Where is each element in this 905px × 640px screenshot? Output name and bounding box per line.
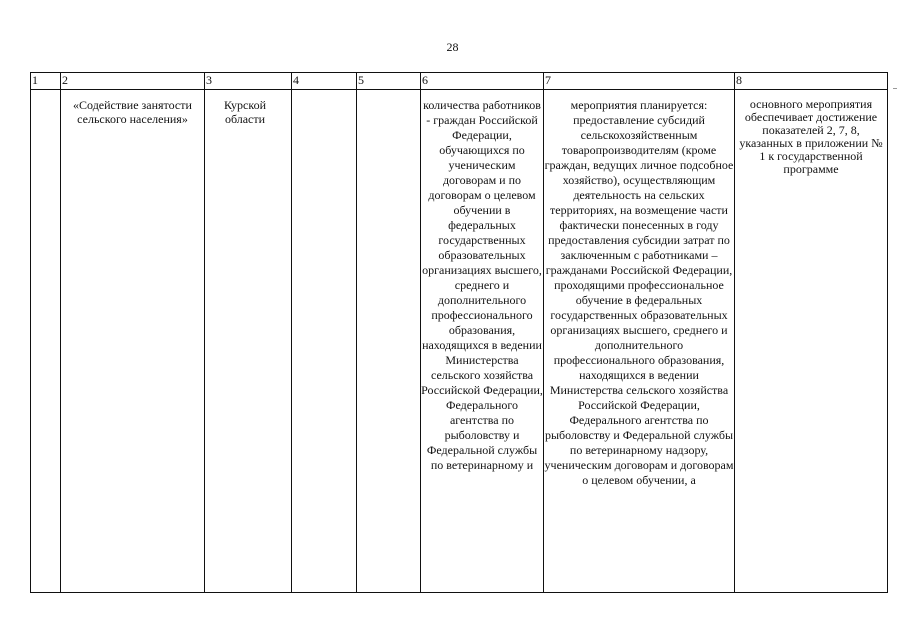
expected-result-text: количества работников - граждан Российской Федерации, обучающихся по ученическим договорам и по договорам о целевом обучении в федеральных государственных образовательных организациях высшего, среднего и дополнительного профессионального образования, находящихся в ведении Министерства сельского хозяйства Российской Федерации, Федерального агентства по рыболовству и Федеральной службы по ветеринарному и (421, 98, 543, 472)
indicators-text: основного мероприятия обеспечивает достижение показателей 2, 7, 8, указанных в приложении № 1 к государственной программе (739, 97, 883, 176)
row-cell-description (544, 90, 735, 593)
header-cell-1: 1 (31, 73, 61, 90)
program-table (30, 72, 888, 593)
row-cell-executor (205, 90, 292, 593)
row-cell-measure-name (61, 90, 205, 593)
table-header-row (31, 73, 888, 90)
header-cell-7: 7 (544, 73, 735, 90)
row-cell-indicators (735, 90, 888, 593)
row-cell-number (31, 90, 61, 593)
scan-artifact-mark (893, 88, 897, 89)
executor-text: Курской области (223, 98, 267, 126)
row-cell-start (292, 90, 357, 593)
description-text: мероприятия планируется: предоставление субсидий сельскохозяйственным товаропроизводителям (кроме граждан, ведущих личное подсобное хозяйство), осуществляющим деятельность на сельских территориях, на возмещение части фактически понесенных в году предоставления субсидии затрат по заключенным с работниками – гражданами Российской Федерации, проходящими профессиональное обучение в федеральных государственных образовательных организациях высшего, среднего и дополнительного профессионального образования, находящихся в ведении Министерства сельского хозяйства Российской Федерации, Федерального агентства по рыболовству и Федеральной службы по ветеринарному надзору, ученическим договорам и договорам о целевом обучении, а (544, 98, 734, 487)
header-cell-6: 6 (421, 73, 544, 90)
header-cell-8: 8 (735, 73, 888, 90)
header-cell-3: 3 (205, 73, 292, 90)
row-cell-end (357, 90, 421, 593)
table-row (31, 90, 888, 593)
page-number: 28 (446, 40, 459, 54)
row-cell-expected-result (421, 90, 544, 593)
header-cell-5: 5 (357, 73, 421, 90)
measure-name-text: «Содействие занятости сельского населения» (73, 98, 192, 126)
header-cell-4: 4 (292, 73, 357, 90)
header-cell-2: 2 (61, 73, 205, 90)
